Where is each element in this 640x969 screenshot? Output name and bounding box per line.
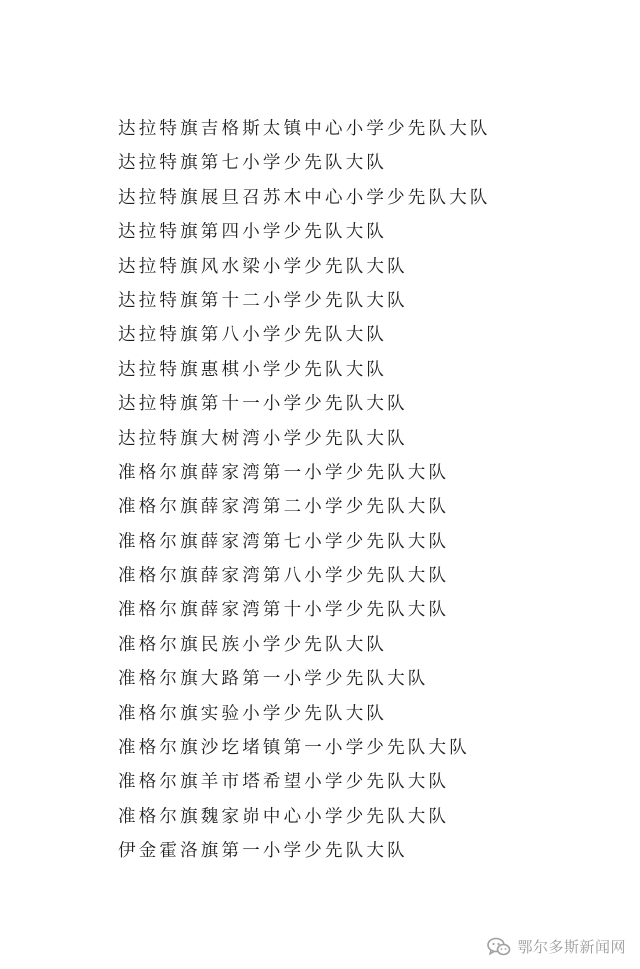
list-item: 达拉特旗风水梁小学少先队大队 <box>118 256 408 277</box>
list-item: 达拉特旗惠棋小学少先队大队 <box>118 359 388 380</box>
list-item: 准格尔旗薛家湾第八小学少先队大队 <box>118 566 450 587</box>
list-item: 准格尔旗羊市塔希望小学少先队大队 <box>118 772 450 793</box>
list-item: 达拉特旗吉格斯太镇中心小学少先队大队 <box>118 119 491 139</box>
list-item: 达拉特旗第十一小学少先队大队 <box>118 394 408 415</box>
list-item: 准格尔旗薛家湾第十小学少先队大队 <box>118 600 450 621</box>
list-item: 达拉特旗大树湾小学少先队大队 <box>118 428 408 449</box>
list-item: 准格尔旗实验小学少先队大队 <box>118 703 388 724</box>
list-item: 达拉特旗第四小学少先队大队 <box>118 222 388 243</box>
list-item: 达拉特旗第八小学少先队大队 <box>118 325 388 346</box>
list-item: 达拉特旗第十二小学少先队大队 <box>118 290 408 311</box>
unit-list <box>118 112 491 869</box>
list-item: 准格尔旗薛家湾第一小学少先队大队 <box>118 462 450 483</box>
list-item: 伊金霍洛旗第一小学少先队大队 <box>118 841 408 862</box>
list-item: 准格尔旗薛家湾第七小学少先队大队 <box>118 531 450 552</box>
cut-off-text-fragment <box>118 876 144 882</box>
list-item: 达拉特旗展旦召苏木中心小学少先队大队 <box>118 187 491 208</box>
watermark <box>487 936 626 957</box>
list-item: 准格尔旗魏家峁中心小学少先队大队 <box>118 806 450 827</box>
list-item: 准格尔旗沙圪堵镇第一小学少先队大队 <box>118 738 470 759</box>
list-item: 达拉特旗第七小学少先队大队 <box>118 153 388 174</box>
list-item: 准格尔旗民族小学少先队大队 <box>118 634 388 655</box>
list-item: 准格尔旗薛家湾第二小学少先队大队 <box>118 497 450 518</box>
watermark-label: 鄂尔多斯新闻网 <box>517 938 626 956</box>
list-item: 准格尔旗大路第一小学少先队大队 <box>118 669 429 690</box>
wechat-icon <box>487 937 511 957</box>
